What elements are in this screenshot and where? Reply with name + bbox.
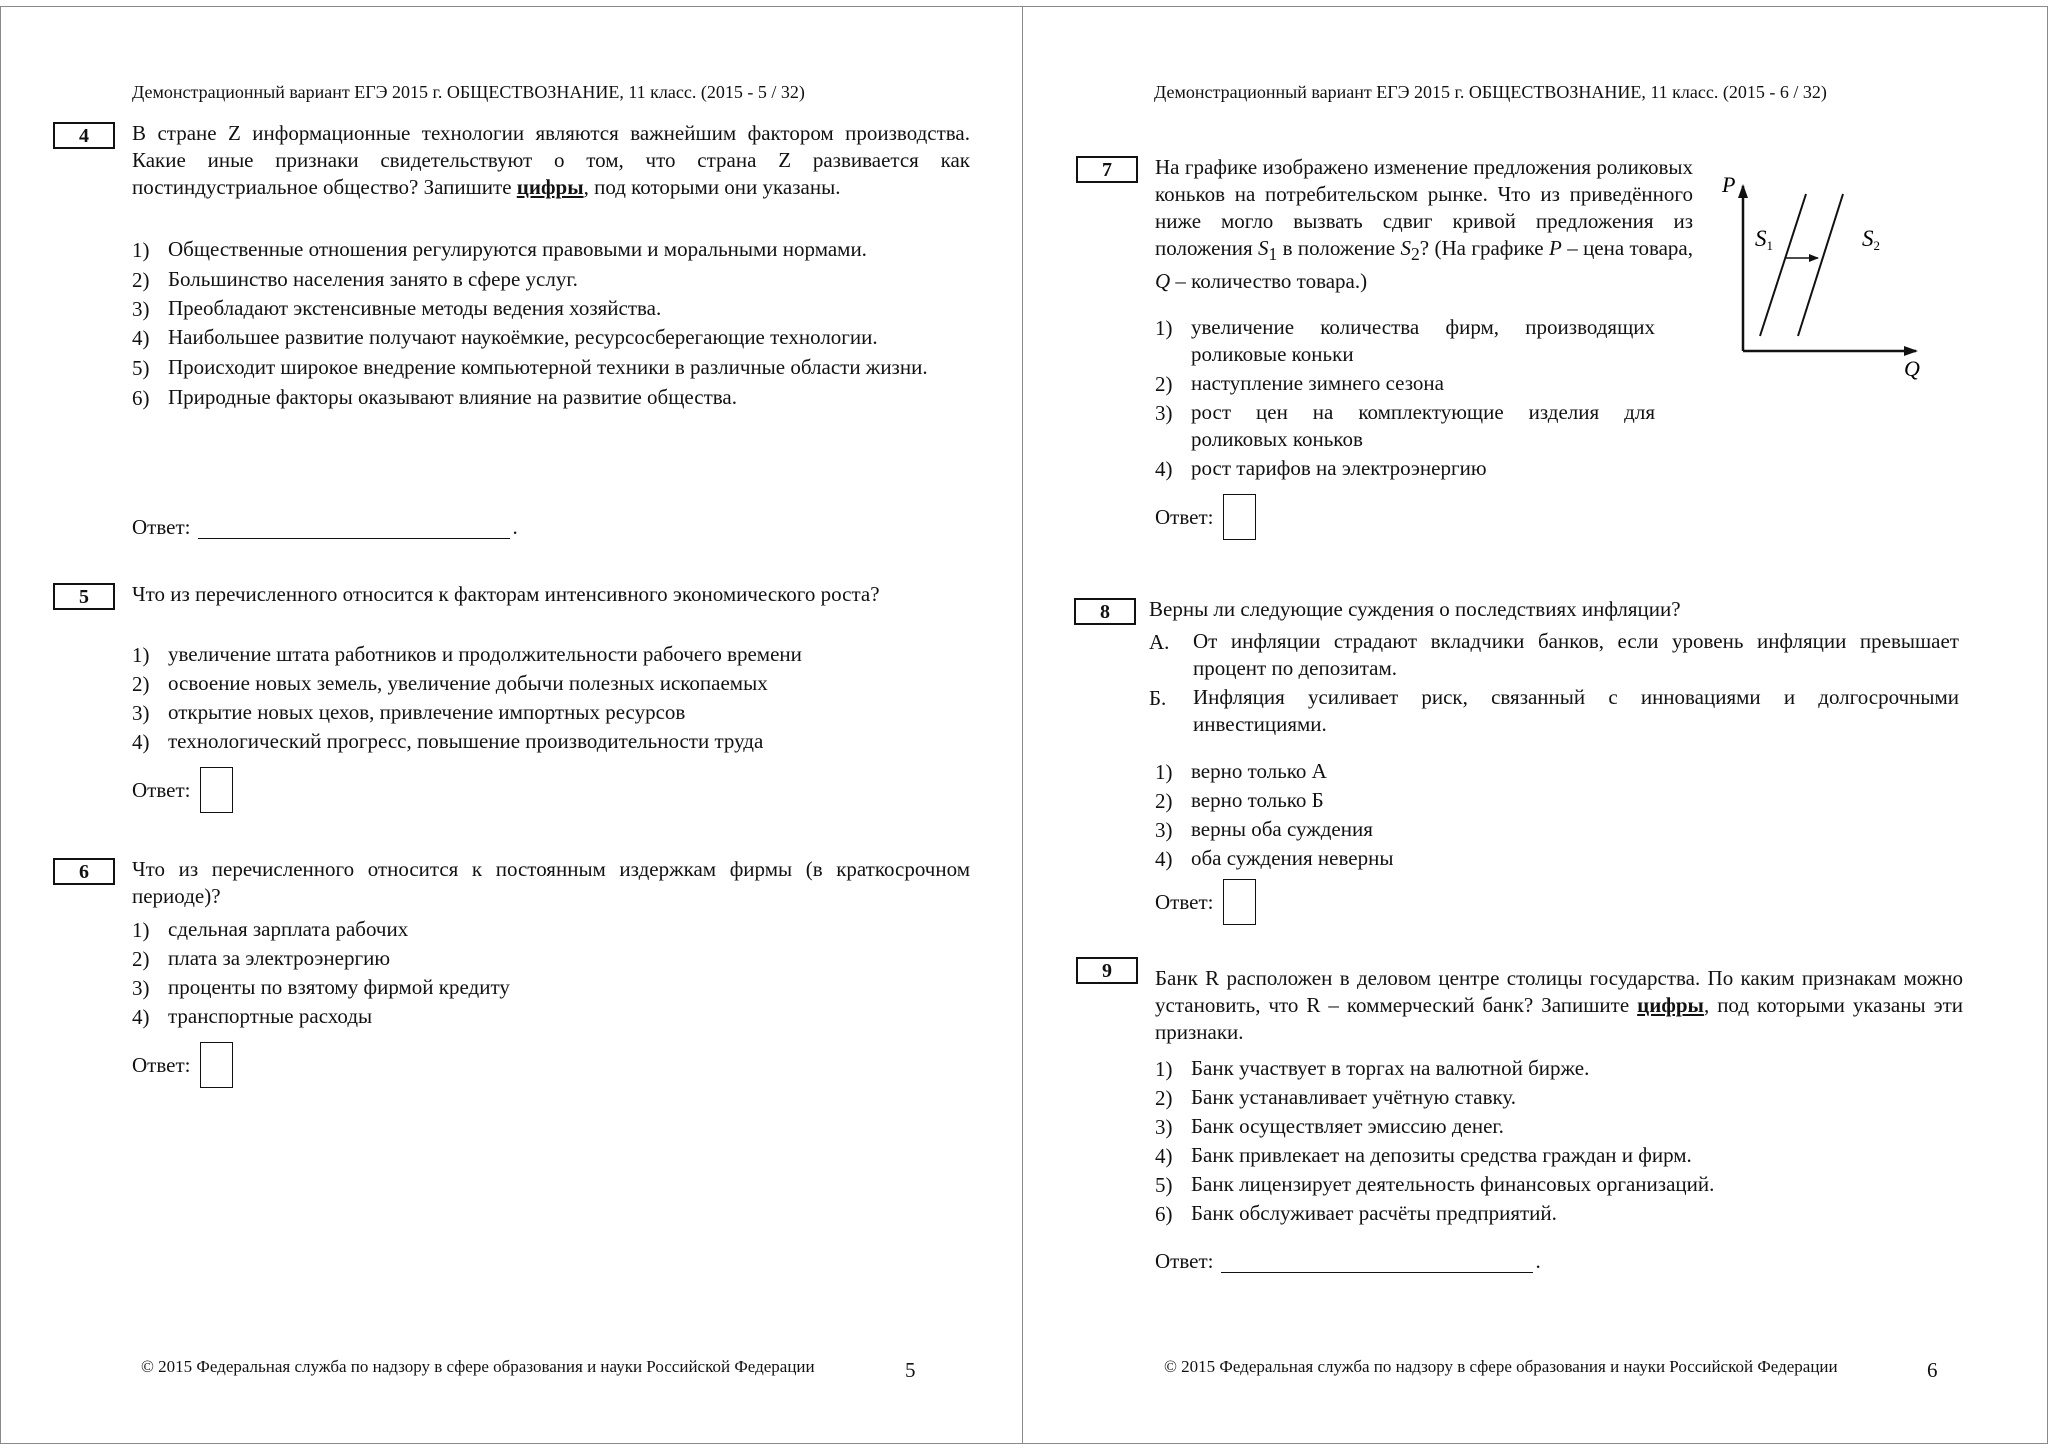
- task-number: 9: [1076, 957, 1138, 984]
- answer-row: Ответ:: [1155, 879, 1256, 925]
- task-question: Верны ли следующие суждения о последствиях инфляции?: [1149, 597, 1681, 621]
- option-item: 2) Банк устанавливает учётную ставку.: [1155, 1085, 1517, 1110]
- option-item: 2) плата за электроэнергию: [132, 946, 391, 971]
- task-question: Что из перечисленного относится к постоянным издержкам фирмы (в краткосрочном периоде)?: [132, 857, 970, 908]
- supply-curve-s1: [1760, 194, 1806, 336]
- option-item: 4) Банк привлекает на депозиты средства граждан и фирм.: [1155, 1143, 1692, 1168]
- option-item: 4) транспортные расходы: [132, 1004, 373, 1029]
- option-item: 1) увеличение количества фирм, производящих роликовые коньки: [1155, 315, 1655, 366]
- option-list: [132, 236, 970, 411]
- answer-row: Ответ: .: [132, 515, 518, 539]
- option-item: 5) Банк лицензирует деятельность финансовых организаций.: [1155, 1172, 1715, 1197]
- page-header: Демонстрационный вариант ЕГЭ 2015 г. ОБЩЕСТВОЗНАНИЕ, 11 класс. (2015 - 6 / 32): [1154, 82, 1827, 102]
- option-item: 3) рост цен на комплектующие изделия для роликовых коньков: [1155, 400, 1655, 451]
- option-item: 4) рост тарифов на электроэнергию: [1155, 456, 1487, 481]
- statement-item: А. От инфляции страдают вкладчики банков, если уровень инфляции превышает процент по депозитам.: [1149, 629, 1959, 680]
- answer-line[interactable]: [198, 516, 510, 539]
- x-axis-label: Q: [1904, 356, 1920, 381]
- page-5: [0, 6, 1022, 1442]
- option-item: 3) Преобладают экстенсивные методы ведения хозяйства.: [132, 296, 662, 321]
- curve-label-s2: S2: [1862, 226, 1880, 253]
- task-question: Банк R расположен в деловом центре столицы государства. По каким признакам можно установить, что R – коммерческий банк? Запишите цифры, под которыми указаны эти признаки.: [1155, 966, 1963, 1044]
- option-list: [1155, 1055, 1963, 1227]
- task-question: Что из перечисленного относится к факторам интенсивного экономического роста?: [132, 582, 880, 606]
- y-axis-label: P: [1722, 172, 1736, 197]
- option-item: 6) Природные факторы оказывают влияние на развитие общества.: [132, 385, 737, 410]
- option-list: [132, 916, 970, 1030]
- option-item: 3) Банк осуществляет эмиссию денег.: [1155, 1114, 1504, 1139]
- page-6: [1023, 6, 2046, 1442]
- option-item: 3) верны оба суждения: [1155, 817, 1373, 842]
- option-item: 6) Банк обслуживает расчёты предприятий.: [1155, 1201, 1557, 1226]
- option-item: 2) верно только Б: [1155, 788, 1324, 813]
- option-item: 1) Банк участвует в торгах на валютной бирже.: [1155, 1056, 1590, 1081]
- page-header: Демонстрационный вариант ЕГЭ 2015 г. ОБЩЕСТВОЗНАНИЕ, 11 класс. (2015 - 5 / 32): [132, 82, 805, 102]
- answer-row: Ответ:: [132, 1042, 233, 1088]
- option-list: [1155, 758, 1755, 872]
- supply-shift-graph: [1722, 166, 1926, 381]
- task-number: 8: [1074, 598, 1136, 625]
- option-item: 3) проценты по взятому фирмой кредиту: [132, 975, 510, 1000]
- option-list: [1155, 314, 1655, 482]
- option-item: 4) технологический прогресс, повышение производительности труда: [132, 729, 764, 754]
- answer-row: Ответ: .: [1155, 1249, 1541, 1273]
- copyright-footer: © 2015 Федеральная служба по надзору в сфере образования и науки Российской Федерации: [1164, 1357, 1838, 1376]
- answer-line[interactable]: [1221, 1250, 1533, 1273]
- copyright-footer: © 2015 Федеральная служба по надзору в сфере образования и науки Российской Федерации: [141, 1357, 815, 1376]
- option-item: 1) сдельная зарплата рабочих: [132, 917, 409, 942]
- statement-item: Б. Инфляция усиливает риск, связанный с инновациями и долгосрочными инвестициями.: [1149, 685, 1959, 736]
- task-number: 4: [53, 122, 115, 149]
- task-number: 6: [53, 858, 115, 885]
- option-item: 2) наступление зимнего сезона: [1155, 371, 1444, 396]
- option-item: 1) верно только А: [1155, 759, 1327, 784]
- answer-box[interactable]: [1223, 494, 1256, 540]
- task-number: 7: [1076, 156, 1138, 183]
- emphasis-digits: цифры: [1637, 993, 1704, 1017]
- task-number: 5: [53, 583, 115, 610]
- page-number: 5: [905, 1358, 916, 1382]
- option-item: 3) открытие новых цехов, привлечение импортных ресурсов: [132, 700, 686, 725]
- option-item: 2) освоение новых земель, увеличение добычи полезных ископаемых: [132, 671, 768, 696]
- answer-row: Ответ:: [1155, 494, 1256, 540]
- option-item: 1) увеличение штата работников и продолжительности рабочего времени: [132, 642, 802, 667]
- supply-curve-s2: [1798, 194, 1843, 336]
- statement-list: [1149, 628, 1959, 738]
- emphasis-digits: цифры: [516, 175, 584, 199]
- option-list: [132, 641, 970, 755]
- option-item: 2) Большинство населения занято в сфере услуг.: [132, 267, 578, 292]
- option-item: 4) оба суждения неверны: [1155, 846, 1394, 871]
- task-question: В стране Z информационные технологии являются важнейшим фактором производства. Какие иные признаки свидетельствуют о том, что страна Z развивается как постиндустриальное общество? Запишите цифры, под которыми они указаны.: [132, 121, 970, 199]
- curve-label-s1: S1: [1755, 226, 1773, 253]
- answer-row: Ответ:: [132, 767, 233, 813]
- answer-box[interactable]: [200, 767, 233, 813]
- page-number: 6: [1927, 1358, 1938, 1382]
- option-item: 5) Происходит широкое внедрение компьютерной техники в различные области жизни.: [132, 355, 928, 380]
- option-item: 4) Наибольшее развитие получают наукоёмкие, ресурсосберегающие технологии.: [132, 325, 878, 350]
- answer-box[interactable]: [200, 1042, 233, 1088]
- answer-box[interactable]: [1223, 879, 1256, 925]
- option-item: 1) Общественные отношения регулируются правовыми и моральными нормами.: [132, 237, 867, 262]
- task-question: На графике изображено изменение предложения роликовых коньков на потребительском рынке. Что из приведённого ниже могло вызвать сдвиг кривой предложения из положения $S_1$ в положение $S_2$? (На графике P – цена товара, Q – количество товара.): [1155, 155, 1693, 294]
